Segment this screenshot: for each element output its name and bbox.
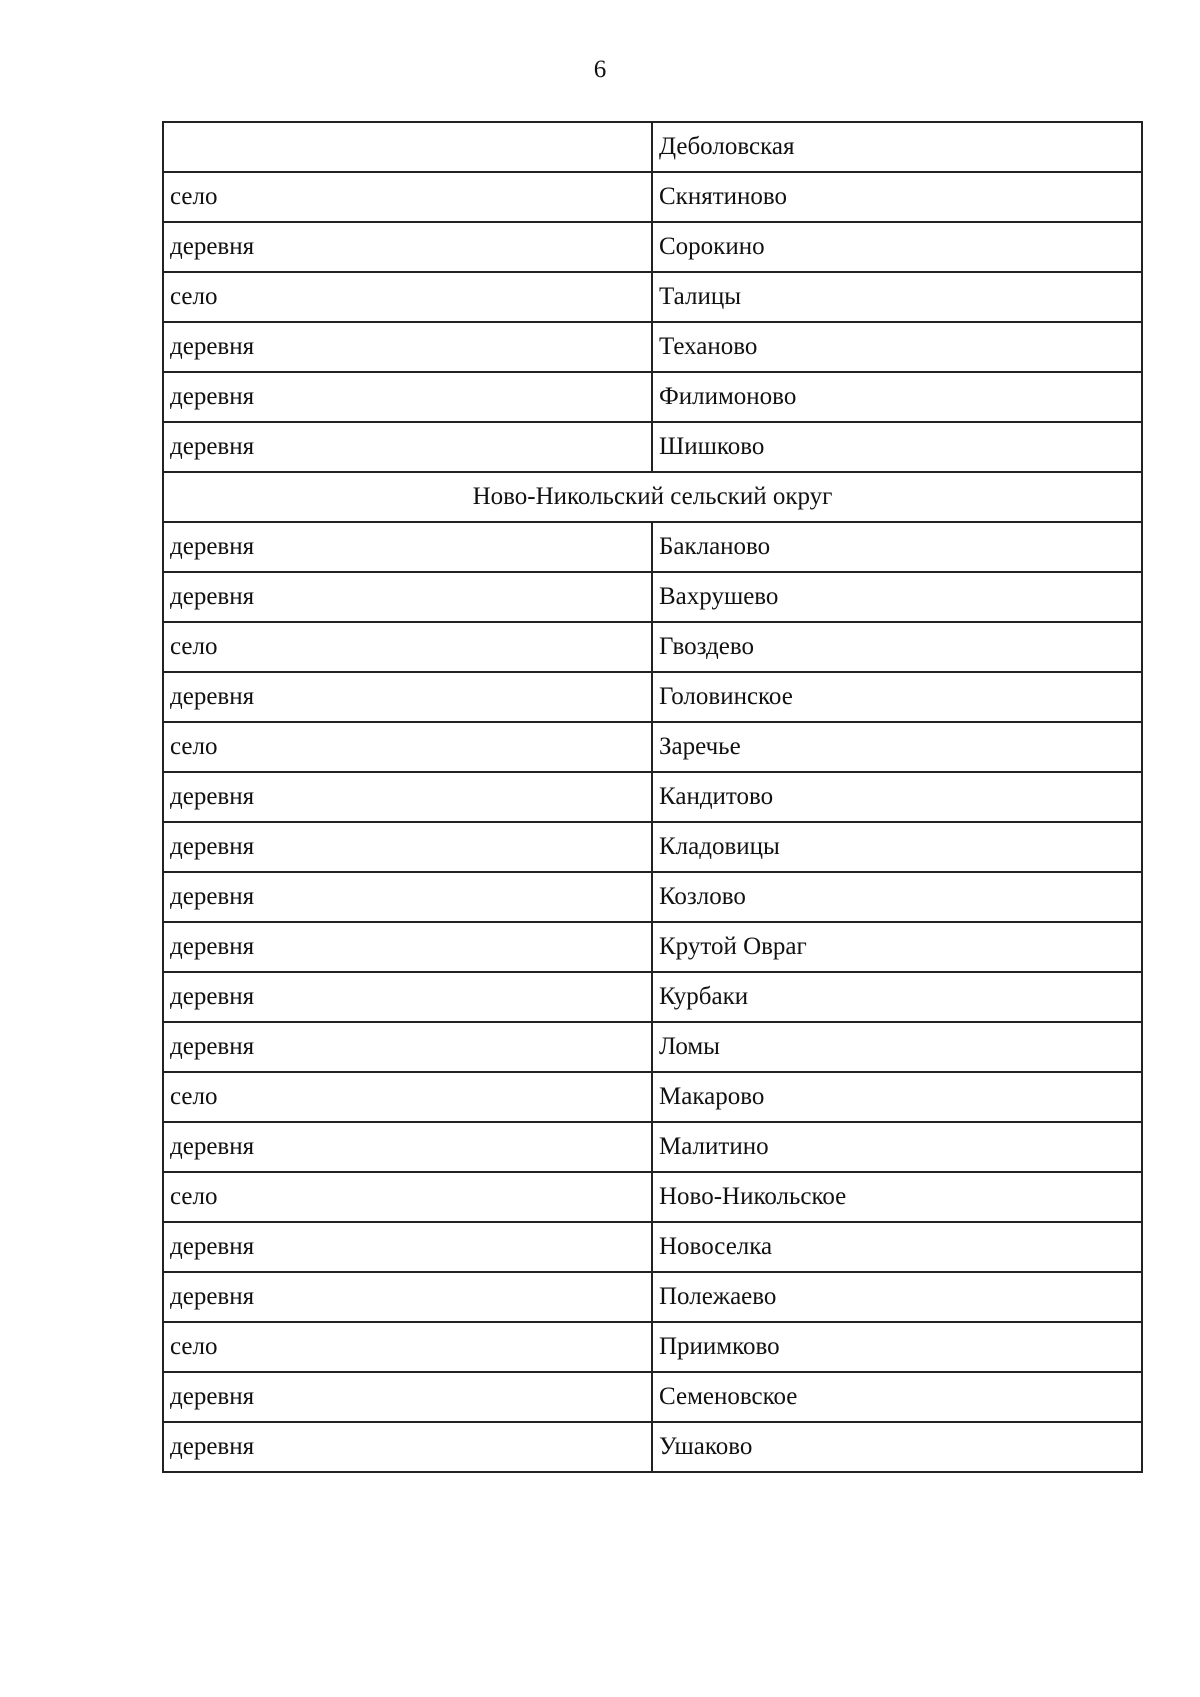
table-row <box>163 922 1142 972</box>
settlement-type-cell: деревня <box>163 1122 652 1172</box>
table-row <box>163 1022 1142 1072</box>
table-row <box>163 1122 1142 1172</box>
settlement-type-cell: деревня <box>163 222 652 272</box>
table-row <box>163 1322 1142 1372</box>
settlement-name-cell: Теханово <box>652 322 1142 372</box>
table-row <box>163 1422 1142 1472</box>
settlement-type-cell: село <box>163 622 652 672</box>
table-row <box>163 572 1142 622</box>
table-row <box>163 1072 1142 1122</box>
section-title: Ново-Никольский сельский округ <box>163 472 1142 522</box>
table-row <box>163 172 1142 222</box>
settlement-type-cell: село <box>163 1072 652 1122</box>
page-number: 6 <box>593 56 607 83</box>
settlement-name-cell: Скнятиново <box>652 172 1142 222</box>
table-row <box>163 622 1142 672</box>
settlement-name-cell: Кладовицы <box>652 822 1142 872</box>
table-row <box>163 872 1142 922</box>
table-row <box>163 1222 1142 1272</box>
table-row <box>163 972 1142 1022</box>
settlement-name-cell: Ломы <box>652 1022 1142 1072</box>
settlement-name-cell: Малитино <box>652 1122 1142 1172</box>
settlement-name-cell: Приимково <box>652 1322 1142 1372</box>
settlement-type-cell: деревня <box>163 1372 652 1422</box>
settlement-type-cell: село <box>163 272 652 322</box>
settlement-type-cell: деревня <box>163 522 652 572</box>
settlement-type-cell: деревня <box>163 1022 652 1072</box>
settlement-type-cell: деревня <box>163 872 652 922</box>
settlement-name-cell: Ново-Никольское <box>652 1172 1142 1222</box>
settlement-name-cell: Кандитово <box>652 772 1142 822</box>
settlements-table <box>162 121 1143 1473</box>
table-row <box>163 522 1142 572</box>
table-row <box>163 122 1142 172</box>
settlement-type-cell: деревня <box>163 1272 652 1322</box>
settlement-name-cell: Вахрушево <box>652 572 1142 622</box>
table-row <box>163 1172 1142 1222</box>
table-row <box>163 1372 1142 1422</box>
settlement-type-cell: деревня <box>163 772 652 822</box>
settlement-type-cell: деревня <box>163 1422 652 1472</box>
settlement-type-cell <box>163 122 652 172</box>
settlement-name-cell: Козлово <box>652 872 1142 922</box>
settlement-name-cell: Крутой Овраг <box>652 922 1142 972</box>
section-header-row <box>163 472 1142 522</box>
settlement-type-cell: деревня <box>163 422 652 472</box>
settlement-type-cell: деревня <box>163 972 652 1022</box>
settlement-type-cell: деревня <box>163 372 652 422</box>
settlement-type-cell: деревня <box>163 1222 652 1272</box>
settlement-name-cell: Сорокино <box>652 222 1142 272</box>
settlement-name-cell: Заречье <box>652 722 1142 772</box>
table-row <box>163 672 1142 722</box>
settlement-type-cell: деревня <box>163 822 652 872</box>
settlement-name-cell: Ушаково <box>652 1422 1142 1472</box>
settlement-name-cell: Головинское <box>652 672 1142 722</box>
settlement-name-cell: Семеновское <box>652 1372 1142 1422</box>
table-row <box>163 272 1142 322</box>
settlement-name-cell: Шишково <box>652 422 1142 472</box>
settlement-type-cell: село <box>163 1172 652 1222</box>
table-row <box>163 422 1142 472</box>
table-row <box>163 722 1142 772</box>
settlement-name-cell: Макарово <box>652 1072 1142 1122</box>
table-row <box>163 822 1142 872</box>
settlement-type-cell: деревня <box>163 922 652 972</box>
table-row <box>163 372 1142 422</box>
table-row <box>163 322 1142 372</box>
table-row <box>163 1272 1142 1322</box>
settlement-name-cell: Новоселка <box>652 1222 1142 1272</box>
settlement-name-cell: Талицы <box>652 272 1142 322</box>
settlement-name-cell: Деболовская <box>652 122 1142 172</box>
settlement-name-cell: Бакланово <box>652 522 1142 572</box>
table-row <box>163 222 1142 272</box>
settlement-name-cell: Филимоново <box>652 372 1142 422</box>
settlement-name-cell: Курбаки <box>652 972 1142 1022</box>
settlement-name-cell: Гвоздево <box>652 622 1142 672</box>
settlement-name-cell: Полежаево <box>652 1272 1142 1322</box>
settlement-type-cell: деревня <box>163 572 652 622</box>
settlement-type-cell: деревня <box>163 672 652 722</box>
table-row <box>163 772 1142 822</box>
settlement-type-cell: село <box>163 1322 652 1372</box>
settlement-type-cell: село <box>163 722 652 772</box>
settlements-table-body <box>163 122 1142 1472</box>
settlement-type-cell: село <box>163 172 652 222</box>
settlement-type-cell: деревня <box>163 322 652 372</box>
